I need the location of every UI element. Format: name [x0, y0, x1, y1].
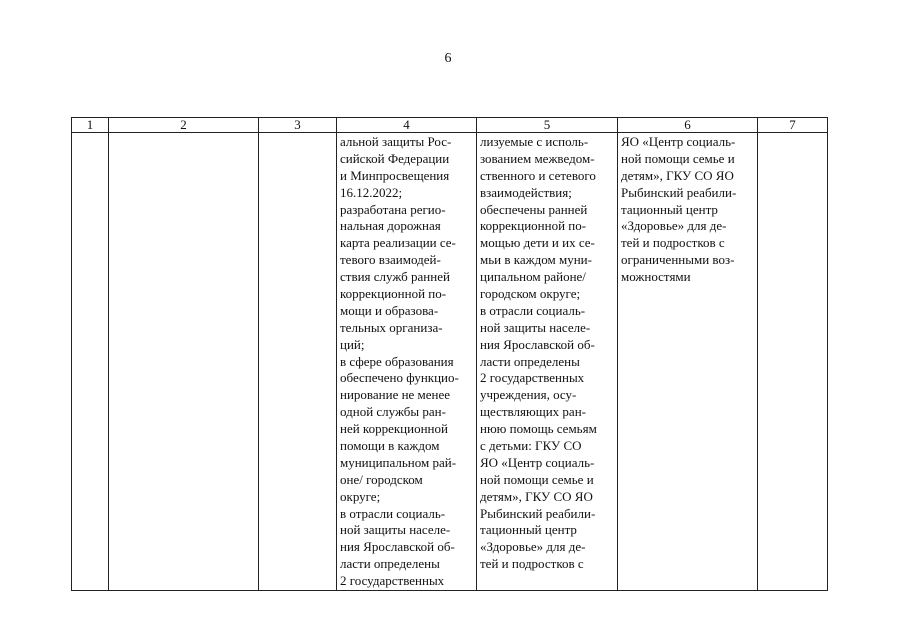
text-line: ласти определены [340, 556, 440, 572]
text-line: мьи в каждом муни- [480, 252, 592, 268]
text-line: ограниченными воз- [621, 252, 735, 268]
text-line: ЯО «Центр социаль- [480, 454, 595, 470]
text-line: разработана регио- [340, 201, 446, 217]
table-cell-col4 [337, 133, 477, 591]
text-line: лизуемые с исполь- [480, 134, 589, 149]
text-line: взаимодействия; [480, 184, 572, 200]
text-line: тей и подростков с [621, 235, 725, 251]
text-line: ЯО «Центр социаль- [621, 134, 736, 149]
text-line: в отрасли социаль- [480, 302, 586, 318]
text-line: 2 государственных [340, 573, 445, 589]
cell-text-col6 [618, 133, 757, 286]
text-line: муниципальном рай- [340, 454, 457, 470]
text-line: Рыбинский реабили- [480, 505, 596, 521]
text-line: мощью дети и их се- [480, 235, 595, 251]
column-header: 5 [477, 118, 618, 133]
table-cell-col5 [477, 133, 618, 591]
text-line: нальная дорожная [340, 218, 441, 234]
column-header: 3 [259, 118, 337, 133]
text-line: ципальном районе/ [480, 269, 586, 285]
text-line: ней коррекционной [340, 421, 448, 437]
text-line: нюю помощь семьям [480, 421, 597, 437]
text-line: ществляющих ран- [480, 404, 586, 420]
text-line: ной помощи семье и [621, 150, 735, 166]
text-line: городском округе; [480, 286, 581, 302]
column-header: 4 [337, 118, 477, 133]
text-line: ций; [340, 336, 365, 352]
text-line: с детьми: ГКУ СО [480, 438, 582, 454]
text-line: альной защиты Рос- [340, 134, 452, 149]
text-line: помощи в каждом [340, 438, 440, 454]
text-line: обеспечено функцио- [340, 370, 459, 386]
text-line: ласти определены [480, 353, 580, 369]
text-line: детям», ГКУ СО ЯО [621, 167, 734, 183]
text-line: ной защиты населе- [480, 319, 591, 335]
text-line: тевого взаимодей- [340, 252, 441, 268]
text-line: 2 государственных [480, 370, 585, 386]
text-line: одной службы ран- [340, 404, 446, 420]
column-header: 2 [109, 118, 259, 133]
document-table [71, 117, 828, 591]
text-line: карта реализации се- [340, 235, 456, 251]
cell-text-col4 [337, 133, 476, 590]
table-cell-col3 [259, 133, 337, 591]
text-line: тационный центр [480, 522, 577, 538]
text-line: и Минпросвещения [340, 167, 450, 183]
text-line: ствия служб ранней [340, 269, 450, 285]
cell-text-col5 [477, 133, 617, 573]
page-number: 6 [444, 51, 452, 66]
text-line: в отрасли социаль- [340, 505, 446, 521]
text-line: обеспечены ранней [480, 201, 588, 217]
text-line: тельных организа- [340, 319, 443, 335]
text-line: оне/ городском [340, 471, 423, 487]
text-line: коррекционной по- [480, 218, 587, 234]
text-line: мощи и образова- [340, 302, 439, 318]
text-line: тационный центр [621, 201, 718, 217]
table-cell-col6 [618, 133, 758, 591]
text-line: зованием межведом- [480, 150, 595, 166]
column-header: 6 [618, 118, 758, 133]
header-row [72, 118, 828, 133]
text-line: «Здоровье» для де- [621, 218, 727, 234]
table-row [72, 133, 828, 591]
table-cell-col2 [109, 133, 259, 591]
text-line: можностями [621, 269, 691, 285]
text-line: учреждения, осу- [480, 387, 577, 403]
text-line: детям», ГКУ СО ЯО [480, 488, 593, 504]
text-line: ной защиты населе- [340, 522, 451, 538]
text-line: ния Ярославской об- [480, 336, 595, 352]
text-line: Рыбинский реабили- [621, 184, 737, 200]
text-line: «Здоровье» для де- [480, 539, 586, 555]
column-header: 1 [72, 118, 109, 133]
text-line: коррекционной по- [340, 286, 447, 302]
table-cell-col7 [758, 133, 828, 591]
column-header: 7 [758, 118, 828, 133]
text-line: ной помощи семье и [480, 471, 594, 487]
text-line: 16.12.2022; [340, 184, 403, 200]
text-line: в сфере образования [340, 353, 454, 369]
table-cell-col1 [72, 133, 109, 591]
text-line: ния Ярославской об- [340, 539, 455, 555]
text-line: ственного и сетевого [480, 167, 596, 183]
text-line: нирование не менее [340, 387, 451, 403]
text-line: тей и подростков с [480, 556, 584, 572]
text-line: сийской Федерации [340, 150, 450, 166]
text-line: округе; [340, 488, 381, 504]
